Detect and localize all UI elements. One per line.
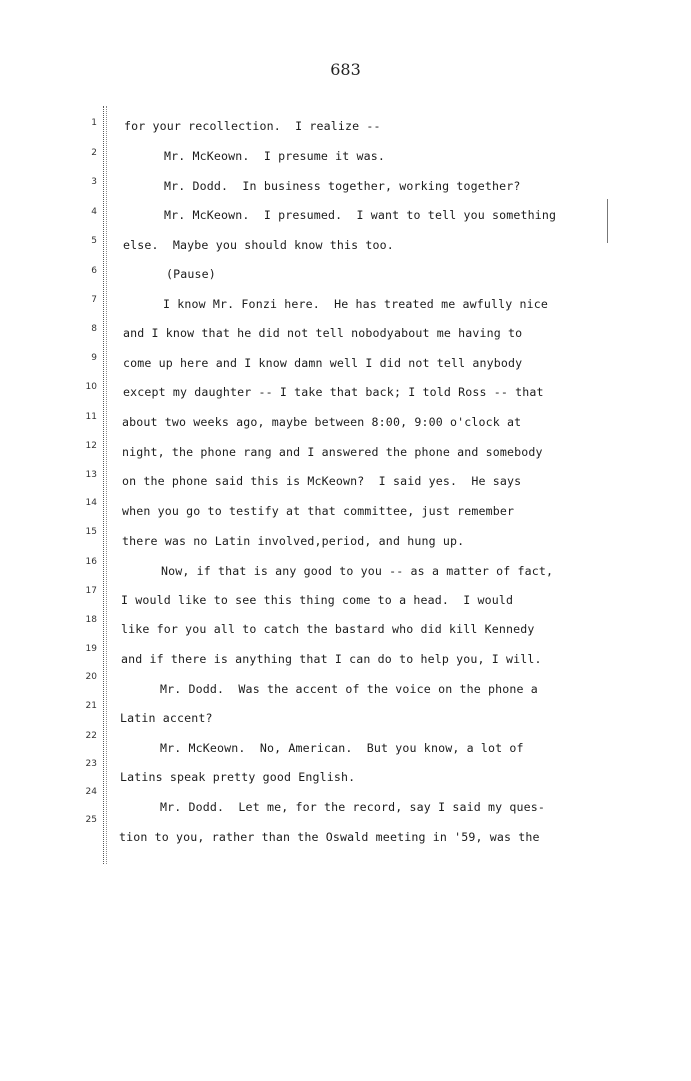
line-number: 16 (85, 557, 97, 567)
transcript-line: except my daughter -- I take that back; I told Ross -- that (123, 385, 544, 399)
line-number: 23 (85, 759, 97, 769)
line-number: 21 (85, 701, 97, 711)
line-number: 1 (91, 118, 97, 128)
line-number: 2 (91, 148, 97, 158)
transcript-line: when you go to testify at that committee, just remember (122, 504, 515, 518)
transcript-line: like for you all to catch the bastard who did kill Kennedy (121, 622, 535, 636)
transcript-line: Latin accent? (120, 711, 213, 725)
right-margin-mark (607, 199, 609, 243)
transcript-line: and I know that he did not tell nobodyabout me having to (123, 326, 523, 340)
line-number: 15 (85, 527, 97, 537)
line-number: 10 (85, 382, 97, 392)
transcript-line: come up here and I know damn well I did not tell anybody (123, 356, 523, 370)
transcript-line: Mr. McKeown. No, American. But you know, a lot of (160, 741, 524, 755)
transcript-line: about two weeks ago, maybe between 8:00, 9:00 o'clock at (122, 415, 522, 429)
transcript-line: night, the phone rang and I answered the phone and somebody (122, 445, 543, 459)
transcript-line: on the phone said this is McKeown? I said yes. He says (122, 474, 522, 488)
line-number: 8 (91, 324, 97, 334)
line-number: 12 (85, 441, 97, 451)
line-number: 25 (85, 815, 97, 825)
line-number: 24 (85, 787, 97, 797)
line-number: 6 (91, 266, 97, 276)
transcript-line: Mr. McKeown. I presume it was. (164, 149, 386, 163)
line-number: 18 (85, 615, 97, 625)
transcript-line: (Pause) (166, 267, 216, 281)
transcript-line: Now, if that is any good to you -- as a matter of fact, (161, 564, 554, 578)
transcript-line: Mr. McKeown. I presumed. I want to tell you something (164, 208, 557, 222)
line-number: 9 (91, 353, 97, 363)
transcript-line: I would like to see this thing come to a head. I would (121, 593, 514, 607)
line-number: 14 (85, 498, 97, 508)
transcript-line: tion to you, rather than the Oswald meeting in '59, was the (119, 830, 540, 844)
line-number: 20 (85, 672, 97, 682)
transcript-line: Mr. Dodd. Was the accent of the voice on the phone a (160, 682, 538, 696)
page-number: 683 (330, 60, 361, 79)
transcript-line: Latins speak pretty good English. (120, 770, 356, 784)
line-number: 17 (85, 586, 97, 596)
transcript-line: there was no Latin involved,period, and hung up. (122, 534, 465, 548)
transcript-line: Mr. Dodd. In business together, working together? (164, 179, 521, 193)
transcript-line: I know Mr. Fonzi here. He has treated me awfully nice (163, 297, 549, 311)
transcript-line: for your recollection. I realize -- (124, 119, 381, 133)
line-number: 13 (85, 470, 97, 480)
line-number: 3 (91, 177, 97, 187)
line-number: 5 (91, 236, 97, 246)
line-number: 11 (85, 412, 97, 422)
line-number: 7 (91, 295, 97, 305)
line-number: 22 (85, 731, 97, 741)
line-number: 19 (85, 644, 97, 654)
transcript-line: Mr. Dodd. Let me, for the record, say I said my ques- (160, 800, 546, 814)
line-number: 4 (91, 207, 97, 217)
transcript-line: and if there is anything that I can do to help you, I will. (121, 652, 542, 666)
left-margin-rule (103, 106, 107, 864)
transcript-line: else. Maybe you should know this too. (123, 238, 394, 252)
